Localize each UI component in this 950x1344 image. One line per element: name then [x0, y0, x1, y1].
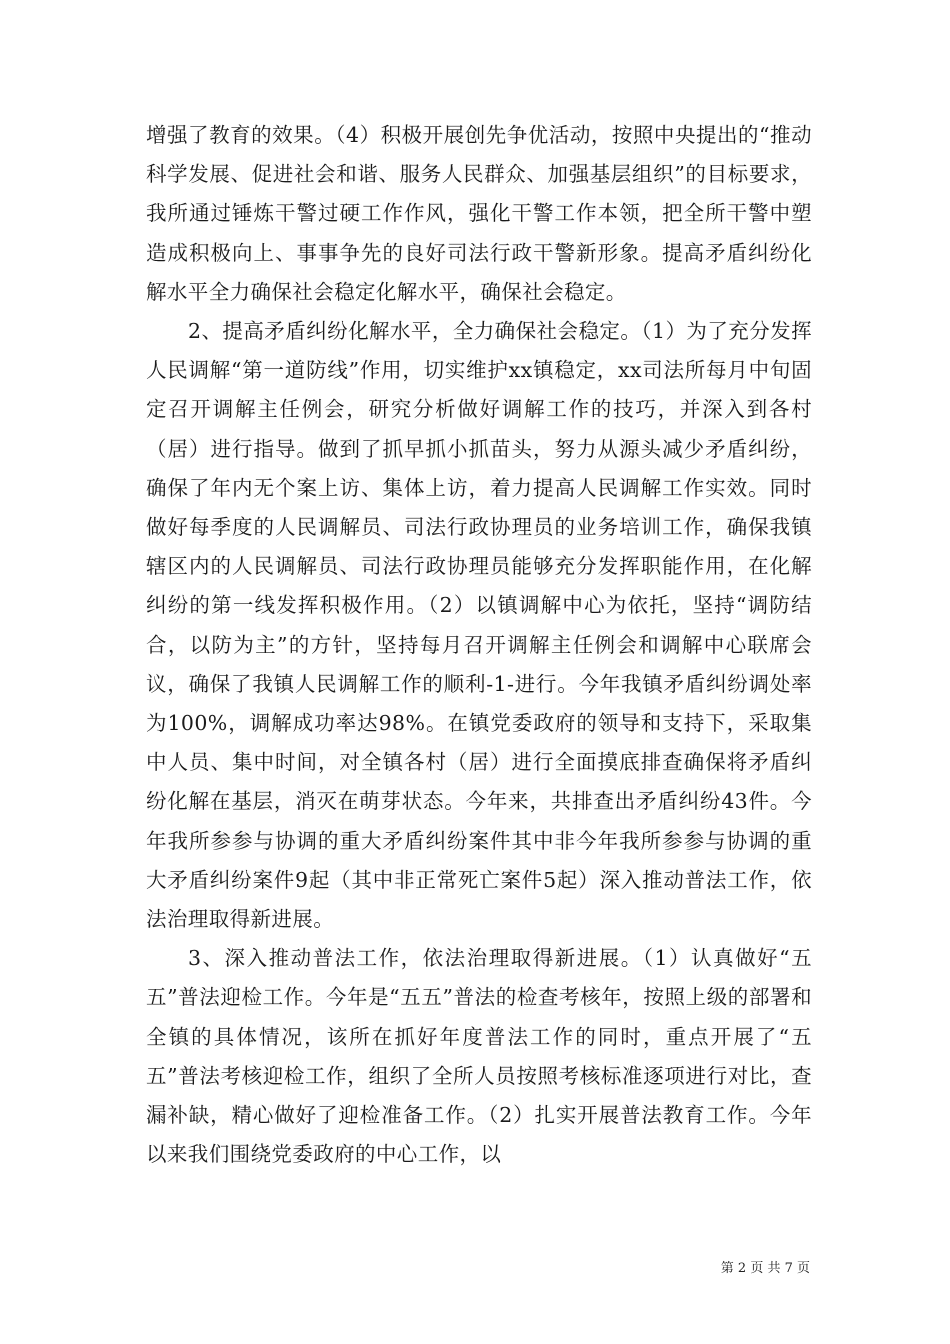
paragraph-2: 2、提高矛盾纠纷化解水平，全力确保社会稳定。（1）为了充分发挥人民调解“第一道防线”作用，切实维护xx镇稳定，xx司法所每月中旬固定召开调解主任例会，研究分析做好调解工作的技巧，并深入到各村（居）进行指导。做到了抓早抓小抓苗头，努力从源头减少矛盾纠纷，确保了年内无个案上访、集体上访，着力提高人民调解工作实效。同时做好每季度的人民调解员、司法行政协理员的业务培训工作，确保我镇辖区内的人民调解员、司法行政协理员能够充分发挥职能作用，在化解纠纷的第一线发挥积极作用。（2）以镇调解中心为依托，坚持“调防结合，以防为主”的方针，坚持每月召开调解主任例会和调解中心联席会议，确保了我镇人民调解工作的顺利-1-进行。今年我镇矛盾纠纷调处率为100%，调解成功率达98%。在镇党委政府的领导和支持下，采取集中人员、集中时间，对全镇各村（居）进行全面摸底排查确保将矛盾纠纷化解在基层，消灭在萌芽状态。今年来，共排查出矛盾纠纷43件。今年我所参参与协调的重大矛盾纠纷案件其中非今年我所参参与协调的重大矛盾纠纷案件9起（其中非正常死亡案件5起）深入推动普法工作，依法治理取得新进展。: [146, 319, 812, 932]
page-number-footer: 第 2 页 共 7 页: [720, 1261, 810, 1276]
document-body: [146, 116, 812, 1174]
paragraph-3: 3、深入推动普法工作，依法治理取得新进展。（1）认真做好“五五”普法迎检工作。今年是“五五”普法的检查考核年，按照上级的部署和全镇的具体情况，该所在抓好年度普法工作的同时，重点开展了“五五”普法考核迎检工作，组织了全所人员按照考核标准逐项进行对比，查漏补缺，精心做好了迎检准备工作。（2）扎实开展普法教育工作。今年以来我们围绕党委政府的中心工作，以: [146, 946, 812, 1167]
paragraph-1: 增强了教育的效果。（4）积极开展创先争优活动，按照中央提出的“推动科学发展、促进社会和谐、服务人民群众、加强基层组织”的目标要求，我所通过锤炼干警过硬工作作风，强化干警工作本领，把全所干警中塑造成积极向上、事事争先的良好司法行政干警新形象。提高矛盾纠纷化解水平全力确保社会稳定化解水平，确保社会稳定。: [146, 123, 812, 304]
